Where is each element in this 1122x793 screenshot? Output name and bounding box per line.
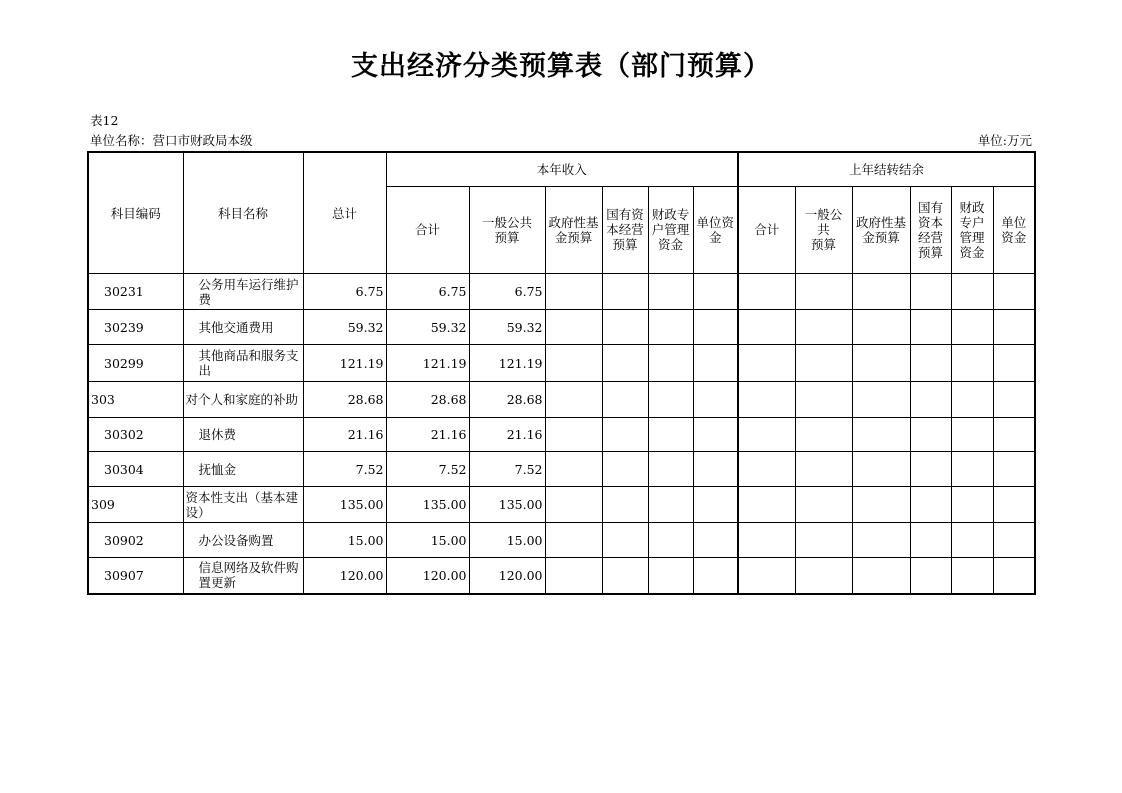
row-py-general [795,558,852,594]
header-cy-total: 合计 [386,186,469,273]
row-cy-total: 135.00 [386,487,469,523]
row-code: 30907 [88,558,183,594]
row-cy-fiscal-special [648,418,693,452]
table-number: 表12 [90,113,119,128]
row-name: 对个人和家庭的补助 [183,382,303,418]
row-py-gov-fund [852,487,910,523]
row-cy-unit-fund [693,523,738,558]
row-total: 120.00 [303,558,386,594]
row-cy-gov-fund [545,418,602,452]
row-cy-state-capital [602,274,648,310]
row-py-general [795,418,852,452]
row-cy-general: 28.68 [469,382,545,418]
row-total: 135.00 [303,487,386,523]
header-cy-unit-fund: 单位资 金 [693,186,738,273]
row-py-gov-fund [852,345,910,382]
header-py-general: 一般公 共 预算 [795,186,852,273]
row-cy-fiscal-special [648,345,693,382]
row-py-total [738,487,795,523]
row-cy-gov-fund [545,523,602,558]
header-prior-year: 上年结转结余 [738,152,1035,186]
row-cy-fiscal-special [648,274,693,310]
row-cy-state-capital [602,558,648,594]
row-py-general [795,452,852,487]
row-py-general [795,274,852,310]
row-py-gov-fund [852,274,910,310]
row-cy-general: 21.16 [469,418,545,452]
row-py-state-capital [910,558,951,594]
row-py-state-capital [910,418,951,452]
row-py-state-capital [910,310,951,345]
row-total: 121.19 [303,345,386,382]
row-cy-state-capital [602,310,648,345]
row-code: 30299 [88,345,183,382]
row-cy-gov-fund [545,274,602,310]
row-py-total [738,452,795,487]
row-py-state-capital [910,523,951,558]
row-py-fiscal-special [951,310,993,345]
row-py-total [738,274,795,310]
row-cy-gov-fund [545,310,602,345]
row-code: 30902 [88,523,183,558]
row-cy-general: 15.00 [469,523,545,558]
row-code: 30239 [88,310,183,345]
row-cy-total: 6.75 [386,274,469,310]
table-row [88,382,1035,418]
row-code: 30304 [88,452,183,487]
row-cy-state-capital [602,345,648,382]
table-row [88,274,1035,310]
header-cy-fiscal-special: 财政专 户管理 资金 [648,186,693,273]
row-cy-unit-fund [693,310,738,345]
row-py-gov-fund [852,558,910,594]
row-cy-gov-fund [545,452,602,487]
row-name: 抚恤金 [183,452,303,487]
row-py-general [795,523,852,558]
row-cy-general: 59.32 [469,310,545,345]
row-py-unit-fund [993,274,1035,310]
row-name: 退休费 [183,418,303,452]
row-cy-total: 59.32 [386,310,469,345]
row-cy-unit-fund [693,274,738,310]
row-py-fiscal-special [951,452,993,487]
header-total: 总计 [303,152,386,274]
row-py-general [795,345,852,382]
row-cy-gov-fund [545,382,602,418]
row-py-gov-fund [852,523,910,558]
row-name: 办公设备购置 [183,523,303,558]
row-code: 30231 [88,274,183,310]
row-py-total [738,310,795,345]
table-row [88,345,1035,382]
row-py-unit-fund [993,523,1035,558]
row-total: 15.00 [303,523,386,558]
row-cy-general: 120.00 [469,558,545,594]
row-cy-gov-fund [545,558,602,594]
row-cy-gov-fund [545,487,602,523]
header-name: 科目名称 [183,152,303,274]
table-row [88,452,1035,487]
row-py-unit-fund [993,487,1035,523]
row-py-total [738,345,795,382]
row-cy-total: 28.68 [386,382,469,418]
row-cy-fiscal-special [648,452,693,487]
row-py-fiscal-special [951,382,993,418]
row-cy-unit-fund [693,452,738,487]
table-row [88,558,1035,594]
row-cy-unit-fund [693,558,738,594]
row-cy-state-capital [602,418,648,452]
row-cy-fiscal-special [648,310,693,345]
row-cy-unit-fund [693,345,738,382]
unit-name: 单位名称：营口市财政局本级 [90,133,253,148]
row-cy-state-capital [602,452,648,487]
row-cy-state-capital [602,523,648,558]
row-py-total [738,523,795,558]
header-current-year: 本年收入 [386,152,738,186]
header-cy-gov-fund: 政府性基 金预算 [545,186,602,273]
row-code: 303 [88,382,183,418]
row-cy-fiscal-special [648,487,693,523]
row-py-total [738,558,795,594]
row-name: 资本性支出（基本建设） [183,487,303,523]
page-title: 支出经济分类预算表（部门预算） [351,51,771,82]
row-total: 28.68 [303,382,386,418]
row-py-state-capital [910,345,951,382]
row-cy-total: 21.16 [386,418,469,452]
row-py-gov-fund [852,418,910,452]
row-py-gov-fund [852,382,910,418]
row-cy-unit-fund [693,418,738,452]
table-row [88,418,1035,452]
row-total: 21.16 [303,418,386,452]
table-row [88,523,1035,558]
row-py-general [795,487,852,523]
header-cy-state-capital: 国有资 本经营 预算 [602,186,648,273]
header-py-fiscal-special: 财政 专户 管理 资金 [951,186,993,273]
header-py-gov-fund: 政府性基 金预算 [852,186,910,273]
row-cy-fiscal-special [648,382,693,418]
row-cy-general: 7.52 [469,452,545,487]
row-py-unit-fund [993,345,1035,382]
row-py-unit-fund [993,558,1035,594]
row-cy-general: 6.75 [469,274,545,310]
row-cy-total: 7.52 [386,452,469,487]
row-name: 信息网络及软件购置更新 [183,558,303,594]
row-cy-total: 120.00 [386,558,469,594]
row-name: 其他交通费用 [183,310,303,345]
row-py-fiscal-special [951,418,993,452]
row-py-fiscal-special [951,523,993,558]
row-py-total [738,418,795,452]
row-py-gov-fund [852,310,910,345]
header-py-state-capital: 国有 资本 经营 预算 [910,186,951,273]
row-cy-total: 15.00 [386,523,469,558]
row-py-total [738,382,795,418]
row-py-unit-fund [993,310,1035,345]
money-unit: 单位:万元 [977,133,1032,148]
row-cy-gov-fund [545,345,602,382]
row-py-unit-fund [993,452,1035,487]
row-total: 59.32 [303,310,386,345]
row-cy-fiscal-special [648,558,693,594]
budget-table [87,151,1036,595]
header-cy-general: 一般公共 预算 [469,186,545,273]
header-py-unit-fund: 单位 资金 [993,186,1035,273]
row-total: 7.52 [303,452,386,487]
row-cy-unit-fund [693,487,738,523]
row-py-state-capital [910,452,951,487]
row-code: 30302 [88,418,183,452]
row-py-general [795,382,852,418]
row-code: 309 [88,487,183,523]
row-cy-fiscal-special [648,523,693,558]
row-cy-total: 121.19 [386,345,469,382]
row-py-fiscal-special [951,345,993,382]
row-py-unit-fund [993,382,1035,418]
row-cy-unit-fund [693,382,738,418]
row-py-general [795,310,852,345]
row-name: 公务用车运行维护费 [183,274,303,310]
row-py-unit-fund [993,418,1035,452]
row-py-state-capital [910,487,951,523]
header-code: 科目编码 [88,152,183,274]
row-py-gov-fund [852,452,910,487]
row-py-state-capital [910,382,951,418]
row-cy-general: 135.00 [469,487,545,523]
header-row-1 [88,152,1035,186]
table-row [88,487,1035,523]
row-name: 其他商品和服务支出 [183,345,303,382]
row-py-fiscal-special [951,558,993,594]
row-total: 6.75 [303,274,386,310]
header-py-total: 合计 [738,186,795,273]
table-row [88,310,1035,345]
row-py-fiscal-special [951,487,993,523]
row-cy-general: 121.19 [469,345,545,382]
row-py-fiscal-special [951,274,993,310]
row-cy-state-capital [602,382,648,418]
row-cy-state-capital [602,487,648,523]
row-py-state-capital [910,274,951,310]
